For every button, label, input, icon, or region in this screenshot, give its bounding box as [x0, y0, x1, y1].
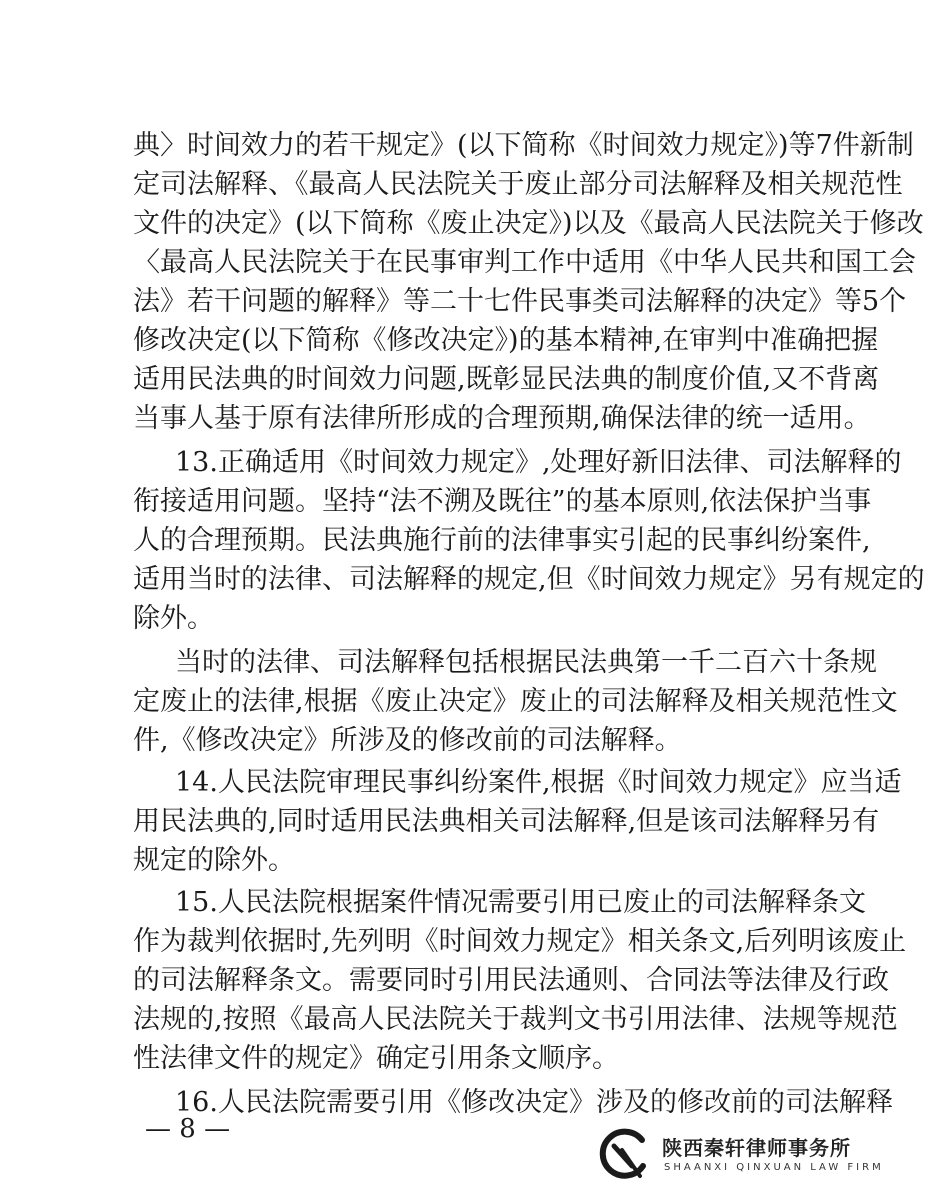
law-firm-name: 陕西秦轩律师事务所 — [662, 1136, 851, 1160]
law-firm-watermark — [596, 1124, 884, 1184]
body-line: 适用民法典的时间效力问题,既彰显民法典的制度价值,又不背离 — [133, 364, 880, 395]
law-firm-english-name: SHAANXI QINXUAN LAW FIRM — [664, 1162, 884, 1173]
body-line: 衔接适用问题。坚持“法不溯及既往”的基本原则,依法保护当事 — [133, 486, 872, 517]
body-line: 定废止的法律,根据《废止决定》废止的司法解释及相关规范性文 — [133, 686, 898, 717]
body-line: 作为裁判依据时,先列明《时间效力规定》相关条文,后列明该废止 — [133, 926, 907, 957]
body-line: 当事人基于原有法律所形成的合理预期,确保法律的统一适用。 — [133, 403, 871, 434]
body-line: 法规的,按照《最高人民法院关于裁判文书引用法律、法规等规范 — [133, 1004, 898, 1035]
paragraph-15-first-line: 15.人民法院根据案件情况需要引用已废止的司法解释条文 — [175, 887, 866, 918]
body-line: 〈最高人民法院关于在民事审判工作中适用《中华人民共和国工会 — [133, 247, 916, 278]
paragraph-13-first-line: 13.正确适用《时间效力规定》,处理好新旧法律、司法解释的 — [175, 447, 902, 478]
body-line: 适用当时的法律、司法解释的规定,但《时间效力规定》另有规定的 — [133, 564, 925, 595]
body-line: 的司法解释条文。需要同时引用民法通则、合同法等法律及行政 — [133, 965, 889, 996]
page-number: — 8 — — [145, 1114, 231, 1144]
body-line: 人的合理预期。民法典施行前的法律事实引起的民事纠纷案件, — [133, 525, 871, 556]
paragraph-first-line: 当时的法律、司法解释包括根据民法典第一千二百六十条规 — [175, 647, 877, 678]
body-line: 定司法解释、《最高人民法院关于废止部分司法解释及相关规范性 — [133, 169, 903, 200]
paragraph-16-first-line: 16.人民法院需要引用《修改决定》涉及的修改前的司法解释 — [175, 1087, 893, 1118]
body-line: 法》若干问题的解释》等二十七件民事类司法解释的决定》等5个 — [133, 286, 907, 317]
body-line: 典〉时间效力的若干规定》(以下简称《时间效力规定》)等7件新制 — [133, 130, 914, 161]
law-firm-logo-icon — [596, 1126, 652, 1182]
body-line: 文件的决定》(以下简称《废止决定》)以及《最高人民法院关于修改 — [133, 208, 924, 239]
body-line: 除外。 — [133, 603, 214, 634]
body-line: 用民法典的,同时适用民法典相关司法解释,但是该司法解释另有 — [133, 806, 880, 837]
body-line: 规定的除外。 — [133, 845, 295, 876]
body-line: 修改决定(以下简称《修改决定》)的基本精神,在审判中准确把握 — [133, 325, 879, 356]
body-line: 件,《修改决定》所涉及的修改前的司法解释。 — [133, 725, 682, 756]
body-line: 性法律文件的规定》确定引用条文顺序。 — [133, 1043, 619, 1074]
paragraph-14-first-line: 14.人民法院审理民事纠纷案件,根据《时间效力规定》应当适 — [175, 767, 902, 798]
